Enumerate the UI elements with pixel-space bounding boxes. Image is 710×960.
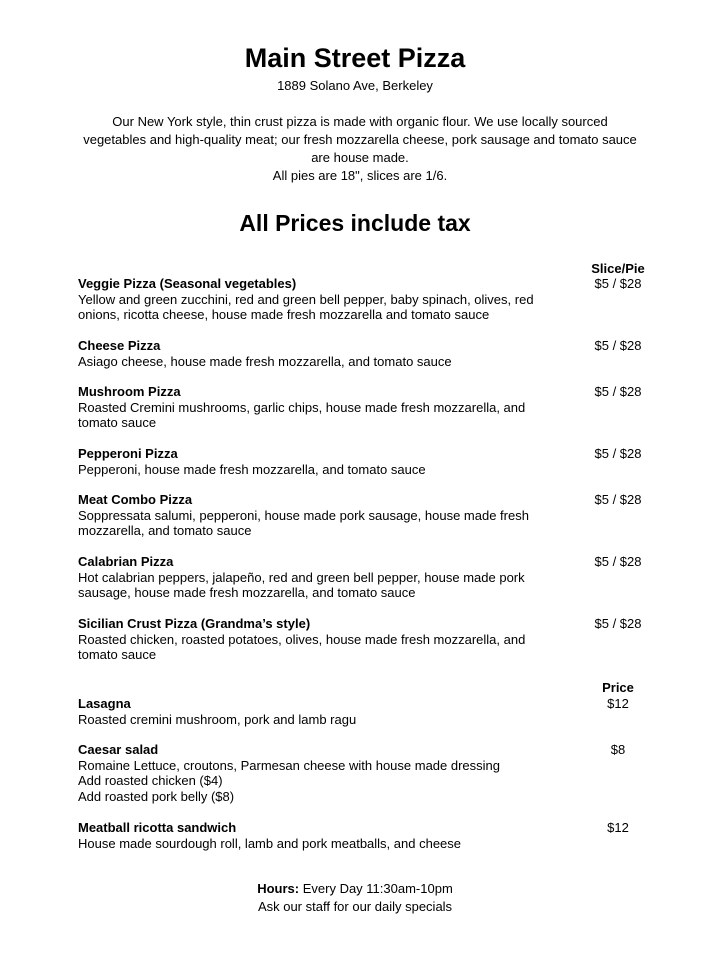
item-price: $8 — [610, 742, 626, 757]
item-description: House made sourdough roll, lamb and pork meatballs, and cheese — [78, 835, 462, 851]
item-name: Lasagna — [78, 696, 131, 711]
item-addon: Add roasted chicken ($4) — [78, 773, 223, 789]
item-price: $5 / $28 — [594, 492, 642, 507]
intro-paragraph: Our New York style, thin crust pizza is made with organic flour. We use locally sourced vegetables and high-quality meat; our fresh mozzarella cheese, pork sausage and tomato sauce are house made. — [83, 114, 637, 165]
hours-line — [0, 880, 710, 898]
item-name: Sicilian Crust Pizza (Grandma’s style) — [78, 616, 311, 631]
item-price: $5 / $28 — [594, 554, 642, 569]
menu-item — [78, 554, 648, 601]
price-column-header: Price — [602, 680, 634, 695]
item-description: Yellow and green zucchini, red and green bell pepper, baby spinach, olives, red onions, ricotta cheese, house made fresh mozzarella and tomato sauce — [78, 291, 534, 323]
item-price: $5 / $28 — [594, 384, 642, 399]
menu-item — [78, 384, 648, 431]
menu-item — [78, 446, 648, 477]
item-name: Caesar salad — [78, 742, 159, 757]
item-name: Veggie Pizza (Seasonal vegetables) — [78, 276, 297, 291]
item-name: Cheese Pizza — [78, 338, 161, 353]
menu-item — [78, 492, 648, 539]
intro-text — [80, 113, 640, 185]
item-description: Asiago cheese, house made fresh mozzarella, and tomato sauce — [78, 353, 452, 369]
menu-item — [78, 338, 648, 369]
item-price: $5 / $28 — [594, 276, 642, 291]
restaurant-address: 1889 Solano Ave, Berkeley — [277, 78, 433, 93]
menu-item — [78, 742, 648, 804]
footer — [0, 880, 710, 916]
item-description: Romaine Lettuce, croutons, Parmesan cheese with house made dressing — [78, 757, 501, 773]
item-description: Roasted cremini mushroom, pork and lamb ragu — [78, 711, 357, 727]
item-price: $12 — [607, 820, 629, 835]
item-description: Soppressata salumi, pepperoni, house made pork sausage, house made fresh mozzarella, and tomato sauce — [78, 507, 529, 539]
item-description: Roasted Cremini mushrooms, garlic chips, house made fresh mozzarella, and tomato sauce — [78, 399, 526, 431]
hours-label: Hours: — [257, 881, 300, 896]
item-addon: Add roasted pork belly ($8) — [78, 788, 235, 804]
restaurant-title: Main Street Pizza — [244, 43, 466, 73]
menu-item — [78, 276, 648, 323]
item-name: Mushroom Pizza — [78, 384, 181, 399]
item-description: Roasted chicken, roasted potatoes, olives, house made fresh mozzarella, and tomato sauce — [78, 631, 526, 663]
item-description: Pepperoni, house made fresh mozzarella, and tomato sauce — [78, 461, 426, 477]
item-description: Hot calabrian peppers, jalapeño, red and green bell pepper, house made pork sausage, house made fresh mozzarella, and tomato sauce — [78, 569, 525, 601]
hours-value: Every Day 11:30am-10pm — [299, 881, 453, 896]
item-price: $12 — [607, 696, 629, 711]
item-price: $5 / $28 — [594, 616, 642, 631]
item-name: Calabrian Pizza — [78, 554, 174, 569]
pie-size-note: All pies are 18", slices are 1/6. — [272, 168, 448, 183]
daily-specials-note: Ask our staff for our daily specials — [257, 899, 453, 914]
item-price: $5 / $28 — [594, 338, 642, 353]
slice-pie-column-header: Slice/Pie — [591, 261, 645, 276]
menu-item — [78, 616, 648, 663]
item-name: Meat Combo Pizza — [78, 492, 193, 507]
item-name: Pepperoni Pizza — [78, 446, 178, 461]
menu-item — [78, 820, 648, 851]
menu-item — [78, 696, 648, 727]
item-name: Meatball ricotta sandwich — [78, 820, 237, 835]
prices-include-tax-heading: All Prices include tax — [239, 210, 471, 236]
item-price: $5 / $28 — [594, 446, 642, 461]
